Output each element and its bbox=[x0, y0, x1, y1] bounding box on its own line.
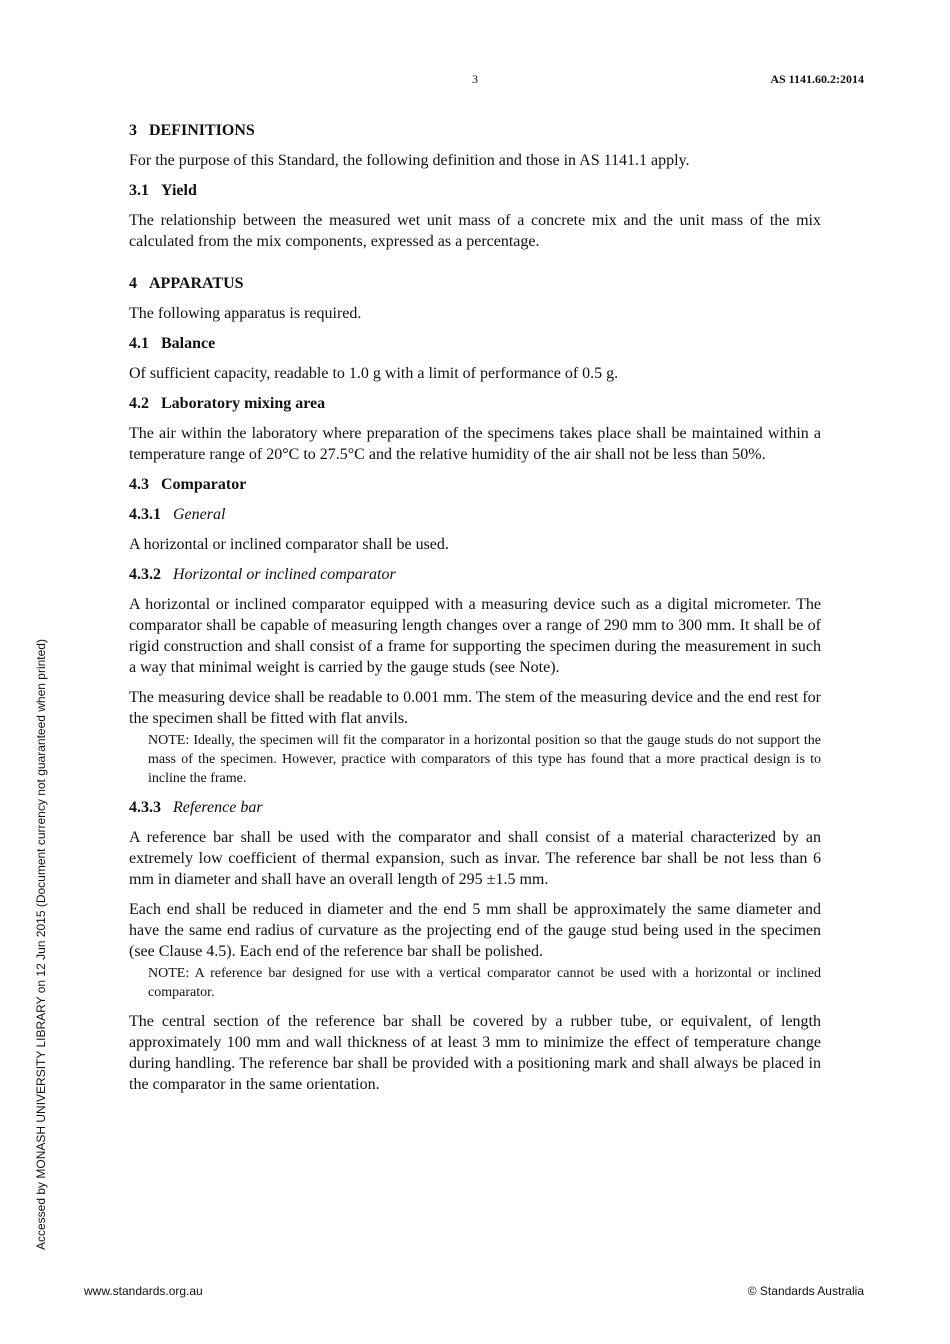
footer-copyright: © Standards Australia bbox=[747, 1284, 864, 1298]
heading-4-3-2: 4.3.2 Horizontal or inclined comparator bbox=[129, 566, 396, 583]
s4-3-2-note: NOTE: Ideally, the specimen will fit the comparator in a horizontal position so that the gauge studs do not support the mass of the specimen. However, practice with comparators of this type has found that a more practical design is to incline the frame. bbox=[148, 733, 821, 786]
s4-2-text: The air within the laboratory where preparation of the specimens takes place shall be maintained within a temperature range of 20°C to 27.5°C and the relative humidity of the air shall not be less than 50%. bbox=[129, 425, 821, 463]
document-body bbox=[129, 120, 821, 1095]
s4-3-3-p3: The central section of the reference bar shall be covered by a rubber tube, or equivalent, of length approximately 100 mm and wall thickness of at least 3 mm to minimize the effect of temperature change during handling. The reference bar shall be provided with a positioning mark and shall always be placed in the comparator in the same orientation. bbox=[129, 1013, 821, 1093]
s4-3-2-p2: The measuring device shall be readable to 0.001 mm. The stem of the measuring device and the end rest for the specimen shall be fitted with flat anvils. bbox=[129, 689, 821, 727]
s4-3-3-p2: Each end shall be reduced in diameter and the end 5 mm shall be approximately the same diameter and have the same end radius of curvature as the projecting end of the gauge stud being used in the specimen (see Clause 4.5). Each end of the reference bar shall be polished. bbox=[129, 901, 821, 960]
heading-3: 3 DEFINITIONS bbox=[129, 122, 255, 139]
s4-3-2-p1: A horizontal or inclined comparator equipped with a measuring device such as a digital micrometer. The comparator shall be capable of measuring length changes over a range of 290 mm to 300 mm. It shall be of rigid construction and shall consist of a frame for supporting the specimen during the measurement in such a way that minimal weight is carried by the gauge studs (see Note). bbox=[129, 596, 821, 676]
heading-3-1: 3.1 Yield bbox=[129, 182, 197, 199]
s3-intro: For the purpose of this Standard, the following definition and those in AS 1141.1 apply. bbox=[129, 152, 690, 169]
s4-1-text: Of sufficient capacity, readable to 1.0 g with a limit of performance of 0.5 g. bbox=[129, 365, 619, 382]
s4-3-3-note: NOTE: A reference bar designed for use with a vertical comparator cannot be used with a horizontal or inclined comparator. bbox=[148, 966, 821, 1000]
s3-1-text: The relationship between the measured wet unit mass of a concrete mix and the unit mass of the mix calculated from the mix components, expressed as a percentage. bbox=[129, 212, 821, 250]
s4-3-1-text: A horizontal or inclined comparator shall be used. bbox=[129, 536, 449, 553]
heading-4: 4 APPARATUS bbox=[129, 275, 244, 292]
standard-id: AS 1141.60.2:2014 bbox=[770, 72, 864, 86]
access-side-note: Accessed by MONASH UNIVERSITY LIBRARY on 12 Jun 2015 (Document currency not guaranteed when printed) bbox=[34, 639, 48, 1250]
heading-4-2: 4.2 Laboratory mixing area bbox=[129, 395, 326, 412]
heading-4-3: 4.3 Comparator bbox=[129, 476, 247, 493]
s4-3-3-p1: A reference bar shall be used with the comparator and shall consist of a material characterized by an extremely low coefficient of thermal expansion, such as invar. The reference bar shall be not less than 6 mm in diameter and shall have an overall length of 295 ±1.5 mm. bbox=[129, 829, 821, 888]
page-number: 3 bbox=[472, 72, 478, 86]
s4-intro: The following apparatus is required. bbox=[129, 305, 362, 322]
heading-4-3-1: 4.3.1 General bbox=[129, 506, 226, 523]
heading-4-3-3: 4.3.3 Reference bar bbox=[129, 799, 263, 816]
heading-4-1: 4.1 Balance bbox=[129, 335, 216, 352]
footer-website: www.standards.org.au bbox=[84, 1284, 203, 1298]
